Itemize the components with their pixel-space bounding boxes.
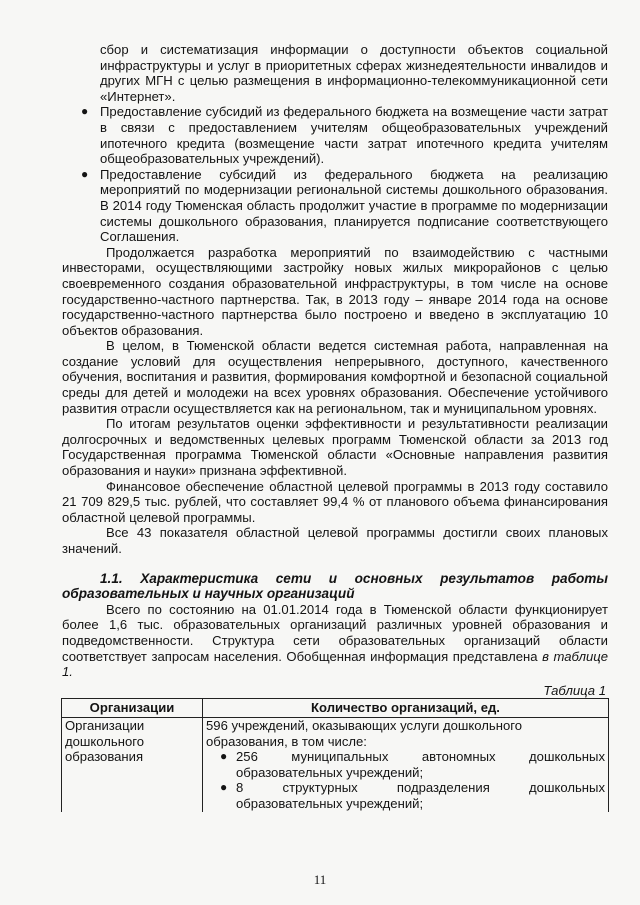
paragraph: Продолжается разработка мероприятий по взаимодействию с частными инвесторами, осуществляющими застройку новых жилых микрорайонов с целью своевременного создания образовательной инфраструктуры, в том числе на основе государственно-частного партнерства. Так, в 2013 году – январе 2014 года на основе государственно-частного партнерства было построено и введено в эксплуатацию 10 объектов образования. — [62, 244, 608, 338]
continuation-text: сбор и систематизация информации о доступности объектов социальной инфраструктуры и услуг в приоритетных сферах жизнедеятельности инвалидов и других МГН с целью размещения в информационно-телекоммуникационной сети «Интернет». — [100, 42, 608, 104]
table-caption: Таблица 1 — [543, 682, 606, 698]
table-header-organizations: Организации — [62, 699, 203, 718]
table-sub-item-text: 256 муниципальных автономных дошкольных образовательных учреждений; — [236, 749, 605, 780]
bullet-icon: ● — [81, 104, 89, 119]
section-paragraph — [62, 602, 608, 680]
section-heading: 1.1. Характеристика сети и основных результатов работы образовательных и научных организаций — [62, 570, 608, 602]
bullet-text: Предоставление субсидий из федерального бюджета на возмещение части затрат в связи с предоставлением учителям общеобразовательных учреждений ипотечного кредита (возмещение части затрат ипотечного кредита учителям общеобразовательных учреждений). — [100, 104, 608, 167]
table-header-count: Количество организаций, ед. — [203, 699, 609, 718]
section-paragraph-text: Всего по состоянию на 01.01.2014 года в Тюменской области функционирует более 1,6 тыс. образовательных организаций различных уровней образования и подведомственности. Структура сети образовательных организаций области соответствует запросам населения. Обобщенная информация представлена — [62, 601, 608, 664]
bullet-item — [62, 167, 608, 245]
table-sub-item — [206, 780, 605, 811]
bullet-icon: ● — [220, 780, 228, 795]
paragraph: По итогам результатов оценки эффективности и результативности реализации долгосрочных и ведомственных целевых программ Тюменской области за 2013 год Государственная программа Тюменской области «Основные направления развития образования и науки» признана эффективной. — [62, 416, 608, 479]
table-sub-list — [206, 749, 605, 811]
table-cell-organization: Организации дошкольного образования — [62, 717, 203, 811]
document-page — [62, 42, 608, 812]
table-header-row — [62, 699, 609, 718]
table-cell-intro: 596 учреждений, оказывающих услуги дошкольного образования, в том числе: — [206, 717, 523, 749]
bullet-list — [62, 104, 608, 244]
table-cell-count — [203, 717, 609, 811]
table-row — [62, 717, 609, 811]
bullet-text: Предоставление субсидий из федерального бюджета на реализацию мероприятий по модернизации региональной системы дошкольного образования. В 2014 году Тюменская область продолжит участие в программе по модернизации системы дошкольного образования, планируется подписание соответствующего Соглашения. — [100, 166, 608, 245]
bullet-icon: ● — [220, 749, 228, 764]
paragraph: В целом, в Тюменской области ведется системная работа, направленная на создание условий для осуществления непрерывного, доступного, качественного обучения, воспитания и развития, формирования комфортной и безопасной социальной среды для детей и молодежи на всех уровнях образования. Обеспечение устойчивого развития отрасли осуществляется как на региональном, так и муниципальном уровнях. — [62, 338, 608, 416]
table-reference: в таблице 1. — [62, 648, 609, 680]
page-number: 11 — [313, 872, 327, 887]
bullet-item — [62, 104, 608, 166]
organizations-table — [61, 698, 609, 811]
bullet-icon: ● — [81, 166, 89, 181]
table-sub-item-text: 8 структурных подразделения дошкольных образовательных учреждений; — [236, 780, 605, 811]
paragraph: Финансовое обеспечение областной целевой программы в 2013 году составило 21 709 829,5 тыс. рублей, что составляет 99,4 % от планового объема финансирования областной целевой программы. — [62, 478, 608, 525]
paragraph: Все 43 показателя областной целевой программы достигли своих плановых значений. — [62, 525, 608, 556]
table-sub-item — [206, 749, 605, 780]
